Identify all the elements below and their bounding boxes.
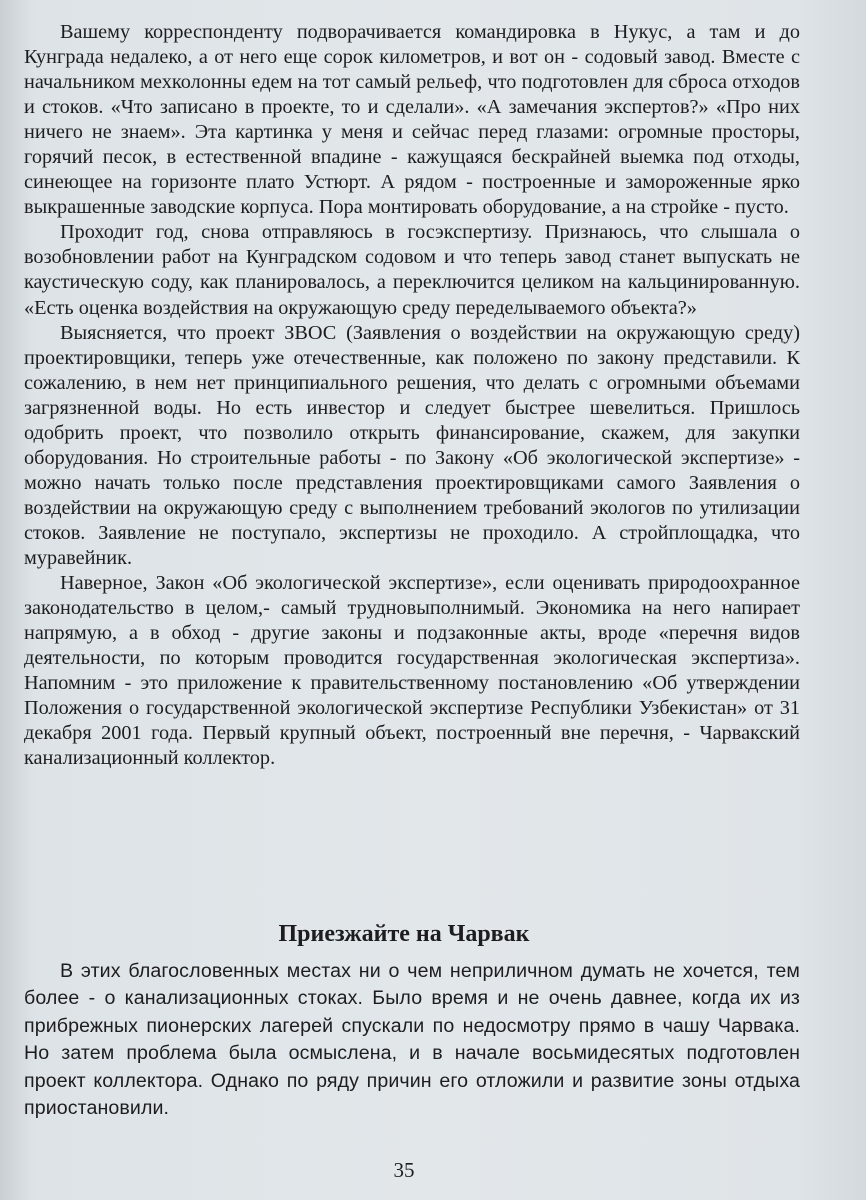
page-number: 35 (393, 1158, 415, 1182)
main-text-block (24, 20, 800, 771)
section-text-block (24, 958, 800, 1122)
section-paragraph-1: В этих благословенных местах ни о чем неприличном думать не хочется, тем более - о канализационных стоках. Было время и не очень давнее, когда их из прибрежных пионерских лагерей спускали по недосмотру прямо в чашу Чарвака. Но затем проблема была осмыслена, и в начале восьмидесятых подготовлен проект коллектора. Однако по ряду причин его отложили и развитие зоны отдыха приостановили. (24, 960, 800, 1120)
section-title: Приезжайте на Чарвак (278, 921, 530, 947)
paragraph-1: Вашему корреспонденту подворачивается командировка в Нукус, а там и до Кунграда недалеко, а от него еще сорок километров, и вот он - содовый завод. Вместе с начальником мехколонны едем на тот самый рельеф, что подготовлен для сброса отходов и стоков. «Что записано в проекте, то и сделали». «А замечания экспертов?» «Про них ничего не знаем». Эта картинка у меня и сейчас перед глазами: огромные просторы, горячий песок, в естественной впадине - кажущаяся бескрайней выемка под отходы, синеющее на горизонте плато Устюрт. А рядом - построенные и замороженные ярко выкрашенные заводские корпуса. Пора монтировать оборудование, а на стройке - пусто. (24, 21, 800, 219)
paragraph-4: Наверное, Закон «Об экологической экспертизе», если оценивать природоохранное законодательство в целом,- самый трудновыполнимый. Экономика на него напирает напрямую, а в обход - другие законы и подзаконные акты, вроде «перечня видов деятельности, по которым проводится государственная экологическая экспертиза». Напомним - это приложение к правительственному постановлению «Об утверждении Положения о государственной экологической экспертизе Республики Узбекистан» от 31 декабря 2001 года. Первый крупный объект, построенный вне перечня, - Чарвакский канализационный коллектор. (24, 572, 800, 770)
paragraph-2: Проходит год, снова отправляюсь в госэкспертизу. Признаюсь, что слышала о возобновлении работ на Кунградском содовом и что теперь завод станет выпускать не каустическую соду, как планировалось, а переключится целиком на кальцинированную. «Есть оценка воздействия на окружающую среду переделываемого объекта?» (24, 221, 800, 319)
paragraph-3: Выясняется, что проект ЗВОС (Заявления о воздействии на окружающую среду) проектировщики, теперь уже отечественные, как положено по закону представили. К сожалению, в нем нет принципиального решения, что делать с огромными объемами загрязненной воды. Но есть инвестор и следует быстрее шевелиться. Пришлось одобрить проект, что позволило открыть финансирование, скажем, для закупки оборудования. Но строительные работы - по Закону «Об экологической экспертизе» - можно начать только после представления проектировщиками самого Заявления о воздействии на окружающую среду с выполнением требований экологов по утилизации стоков. Заявление не поступало, экспертизы не проходило. А стройплощадка, что муравейник. (24, 321, 800, 569)
